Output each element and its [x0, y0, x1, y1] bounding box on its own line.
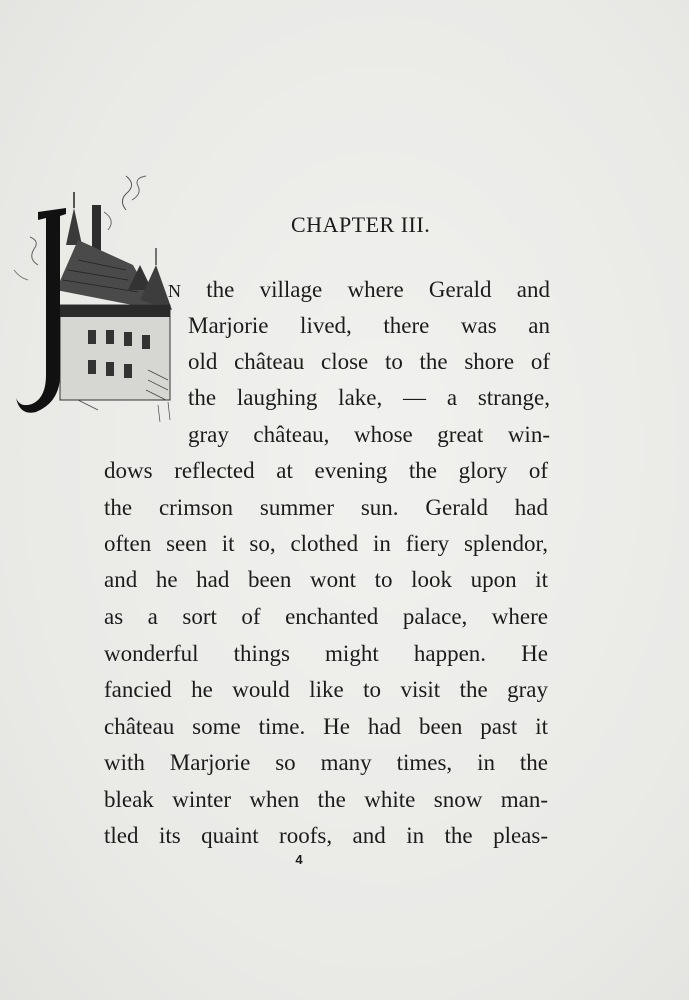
text-line-14: with Marjorie so many times, in the	[104, 750, 548, 775]
text-line-12: fancied he would like to visit the gray	[104, 677, 548, 702]
small-cap-n: N	[168, 281, 181, 301]
text-line-13: château some time. He had been past it	[104, 714, 548, 739]
text-line-7: the crimson summer sun. Gerald had	[104, 495, 548, 520]
text-line-4: the laughing lake, — a strange,	[188, 385, 550, 410]
page-number: 4	[295, 852, 303, 867]
chapter-title: CHAPTER III.	[291, 212, 431, 237]
text-line-3: old château close to the shore of	[188, 349, 550, 374]
text-line-9: and he had been wont to look upon it	[104, 567, 548, 592]
text-line-16: tled its quaint roofs, and in the pleas-	[104, 823, 548, 848]
first-line-text: the village where Gerald and	[206, 277, 550, 302]
text-line-1	[168, 272, 550, 308]
text-line-11: wonderful things might happen. He	[104, 641, 548, 666]
text-line-15: bleak winter when the white snow man-	[104, 787, 548, 812]
text-line-10: as a sort of enchanted palace, where	[104, 604, 548, 629]
drop-cap-chateau-illustration	[8, 170, 178, 425]
text-line-8: often seen it so, clothed in fiery splendor,	[104, 531, 548, 556]
text-line-2: Marjorie lived, there was an	[188, 313, 550, 338]
text-line-5: gray château, whose great win-	[188, 422, 550, 447]
text-line-6: dows reflected at evening the glory of	[104, 458, 548, 483]
